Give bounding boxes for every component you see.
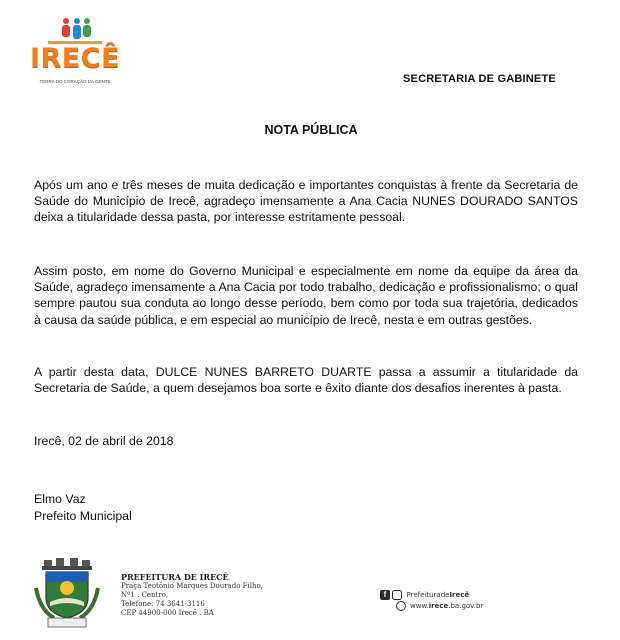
paragraph-1: Após um ano e três meses de muita dedicação e importantes conquistas à frente da Secretaria de Saúde do Município de Irecê, agradeço imensamente a Ana Cacia NUNES DOURADO SANTOS deixa a titularidade dessa pasta, por interesse estritamente pessoal. [34,178,578,225]
social-handle-name: Irecê [449,591,470,599]
website-domain: irece [428,602,449,610]
page-title: NOTA PÚBLICA [264,123,358,137]
instagram-icon [392,590,402,600]
footer-phone: Telefone: 74 3641-3116 [121,600,205,608]
footer-address-line: Nº1 . Centro, [121,591,169,599]
irece-logo [30,18,120,88]
department-label: SECRETARIA DE GABINETE [403,73,556,85]
website-prefix: www. [410,602,429,610]
website-suffix: .ba.gov.br [448,602,484,610]
coat-of-arms-icon [34,558,100,628]
logo-tagline: TERRA DO CORAÇÃO DA GENTE [39,79,111,84]
social-handle[interactable] [380,589,469,601]
social-handle-prefix: Prefeiturade [406,591,450,599]
logo-wordmark: IRECÊ [30,43,121,74]
paragraph-2: Assim posto, em nome do Governo Municipal e especialmente em nome da equipe da área da Saúde, agradeço imensamente a Ana Cacia por todo trabalho, dedicação e profissionalismo; o qual sempre pautou sua conduta ao longo desse período, bem como por toda sua trajetória, dedicados à causa da saúde pública, e em especial ao município de Irecê, nesta e em outras gestões. [34,264,578,327]
date-line: Irecê, 02 de abril de 2018 [34,434,174,448]
signer-role: Prefeito Municipal [34,509,132,523]
facebook-icon: f [380,590,390,600]
footer-org-name: PREFEITURA DE IRECÊ [121,572,229,582]
footer-address-line: Praça Teotônio Marques Dourado Filho, [121,582,263,590]
paragraph-3: A partir desta data, DULCE NUNES BARRETO DUARTE passa a assumir a titularidade da Secretaria de Saúde, a quem desejamos boa sorte e êxito diante dos desafios inerentes à pasta. [34,365,578,396]
website-link[interactable] [396,601,483,611]
globe-icon [396,601,406,611]
footer-zip: CEP 44900-000 Irecê . BA [121,609,214,617]
signer-name: Elmo Vaz [34,492,86,506]
